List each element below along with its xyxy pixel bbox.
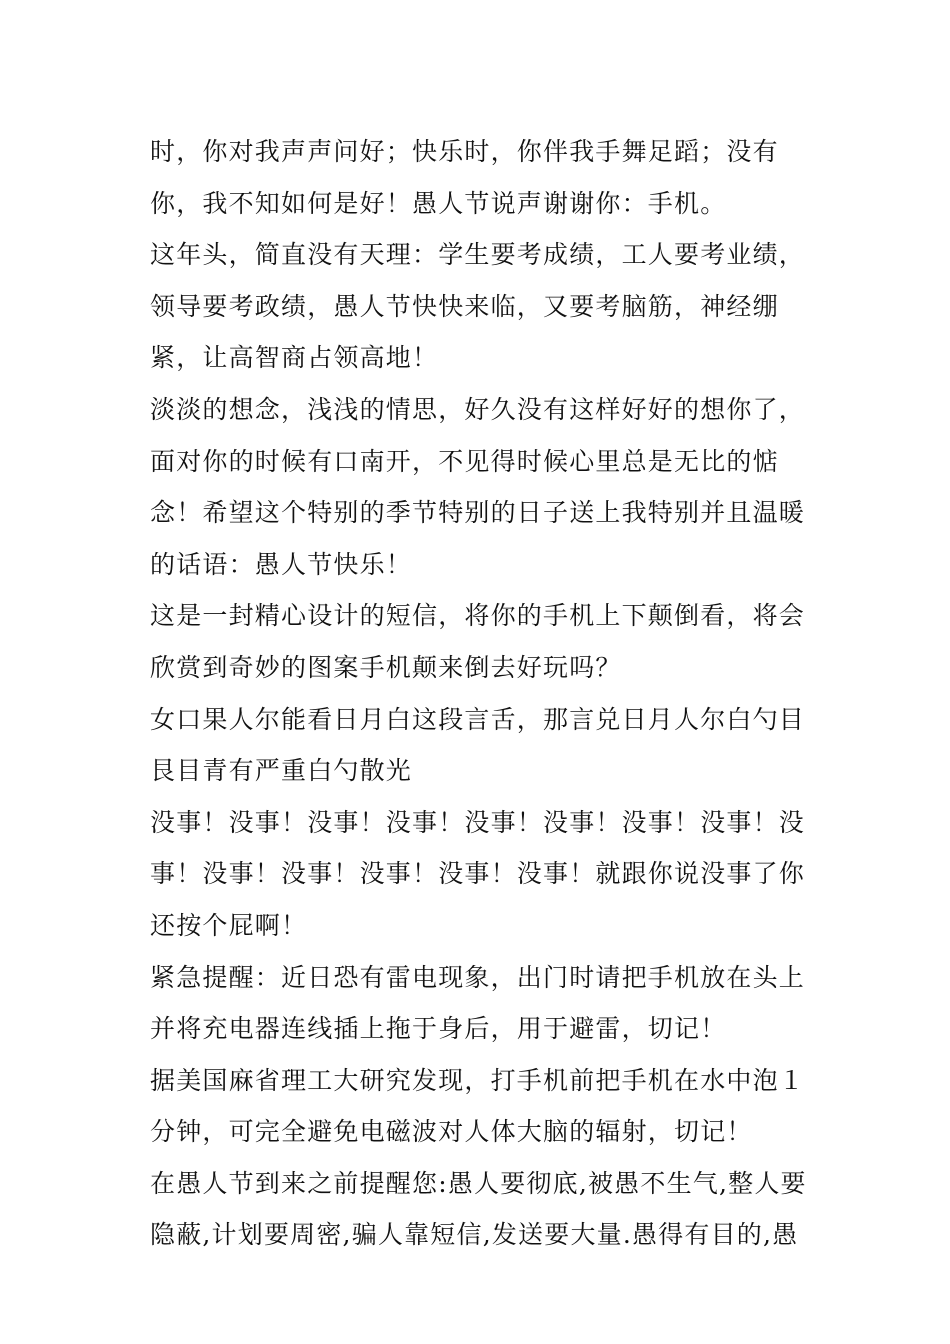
text-line: 你，我不知如何是好！愚人节说声谢谢你：手机。 — [150, 188, 727, 218]
text-line: 念！希望这个特别的季节特别的日子送上我特别并且温暖 — [150, 498, 806, 528]
text-line: 没事！没事！没事！没事！没事！没事！没事！没事！没 — [150, 807, 806, 837]
text-line: 的话语：愚人节快乐！ — [150, 549, 413, 579]
text-line: 时，你对我声声问好；快乐时，你伴我手舞足蹈；没有 — [150, 137, 779, 166]
text-line: 据美国麻省理工大研究发现，打手机前把手机在水中泡１ — [150, 1065, 806, 1095]
text-line: 这年头，简直没有天理：学生要考成绩，工人要考业绩， — [150, 240, 806, 270]
text-line: 领导要考政绩，愚人节快快来临，又要考脑筋，神经绷 — [150, 291, 779, 321]
text-line: 事！没事！没事！没事！没事！没事！就跟你说没事了你 — [150, 859, 806, 889]
text-line: 还按个屁啊！ — [150, 910, 308, 940]
text-line: 淡淡的想念，浅浅的情思，好久没有这样好好的想你了， — [150, 394, 806, 424]
text-line: 女口果人尔能看日月白这段言舌，那言兑日月人尔白勺目 — [150, 704, 806, 734]
text-line: 隐蔽,计划要周密,骗人靠短信,发送要大量.愚得有目的,愚 — [150, 1220, 799, 1250]
text-line: 欣赏到奇妙的图案手机颠来倒去好玩吗？ — [150, 652, 622, 682]
text-line: 艮目青有严重白勺散光 — [150, 756, 413, 786]
text-line: 紧急提醒：近日恐有雷电现象，出门时请把手机放在头上 — [150, 962, 806, 992]
text-line: 分钟，可完全避免电磁波对人体大脑的辐射，切记！ — [150, 1117, 753, 1147]
text-line: 面对你的时候有口南开，不见得时候心里总是无比的惦 — [150, 446, 779, 476]
text-line: 在愚人节到来之前提醒您:愚人要彻底,被愚不生气,整人要 — [150, 1168, 807, 1198]
text-line: 这是一封精心设计的短信，将你的手机上下颠倒看，将会 — [150, 601, 806, 631]
document-body — [150, 126, 810, 1261]
text-line: 紧，让高智商占领高地！ — [150, 343, 439, 373]
text-line: 并将充电器连线插上拖于身后，用于避雷，切记！ — [150, 1014, 727, 1044]
